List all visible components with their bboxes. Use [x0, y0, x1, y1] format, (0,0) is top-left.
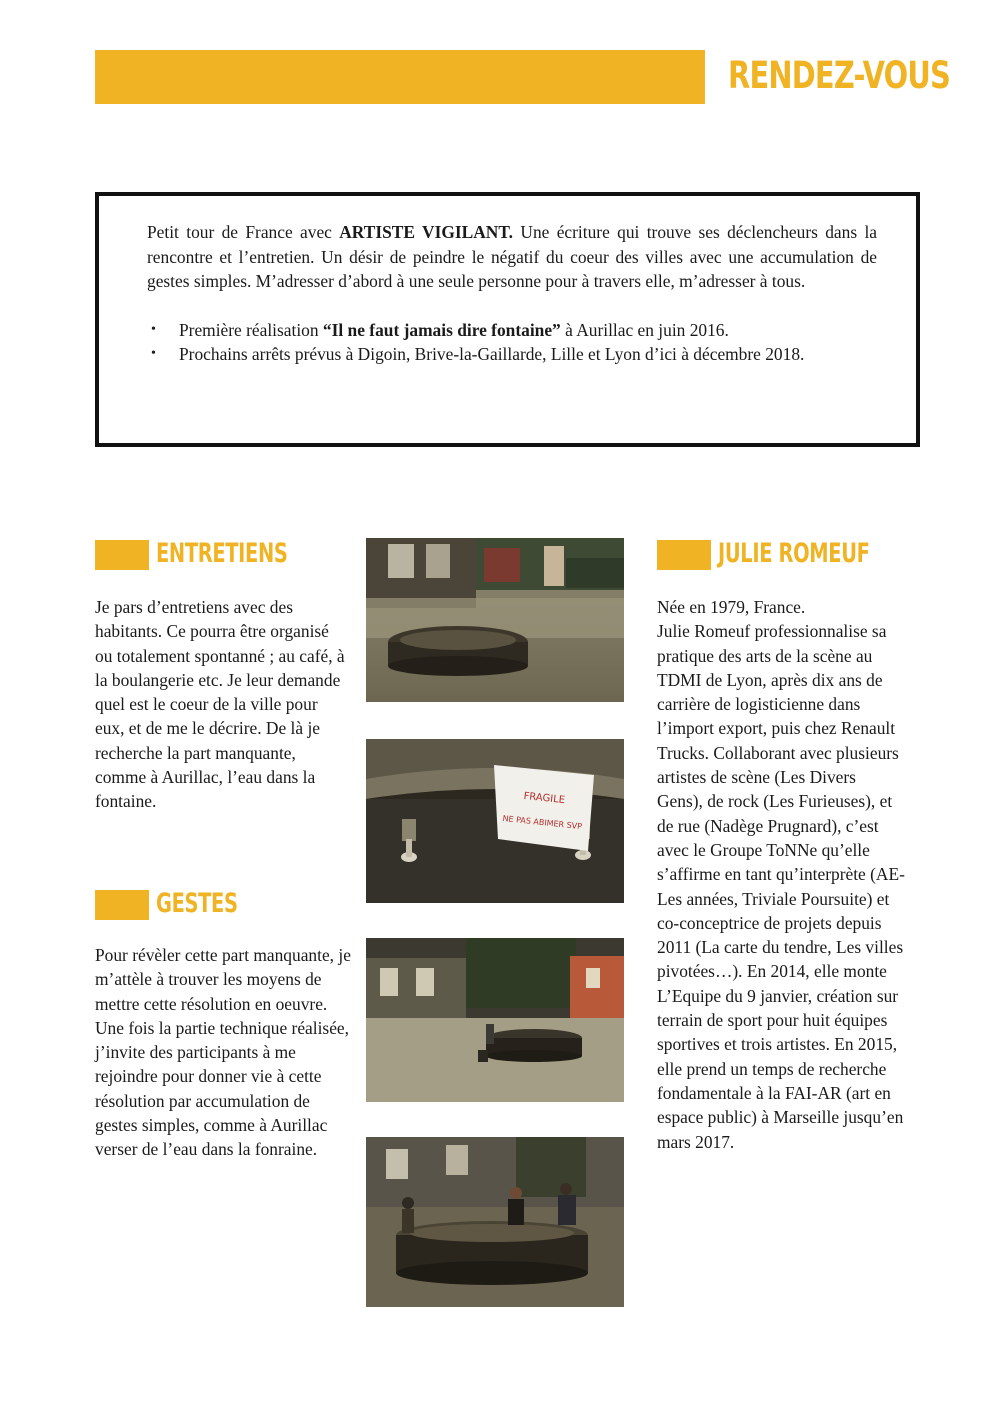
entretiens-heading: ENTRETIENS [156, 538, 288, 569]
intro-rest: Une écriture qui trouve ses déclencheurs dans la rencontre et l’entretien. Un désir de peindre le négatif du coeur des villes avec une accumulation de gestes simples. M’adresser d’abord à une seule personne pour à travers elle, m’adresser à tous. [147, 222, 878, 291]
header-accent-bar [95, 50, 705, 104]
bullet2-text: Prochains arrêts prévus à Digoin, Brive-la-Gaillarde, Lille et Lyon d’ici à décembre 2018. [179, 344, 805, 364]
bullet-first-realisation [147, 318, 877, 343]
gestes-body: Pour révèler cette part manquante, je m’attèle à trouver les moyens de mettre cette résolution en oeuvre. Une fois la partie technique réalisée, j’invite des participants à me rejoindre pour donner vie à cette résolution par accumulation de gestes simples, comme à Aurillac verser de l’eau dans la fonraine. [95, 945, 351, 1160]
fountain-photo-2-image [366, 739, 624, 903]
fountain-photo-1 [366, 538, 624, 702]
bullet1-rest: à Aurillac en juin 2016. [560, 319, 729, 340]
intro-text [147, 220, 877, 367]
intro-bullet-list [147, 318, 877, 367]
intro-artist-name: ARTISTE VIGILANT. [339, 222, 514, 242]
intro-box [95, 192, 920, 447]
fountain-photo-4-image [366, 1137, 624, 1307]
page-title: RENDEZ-VOUS [728, 54, 951, 97]
fountain-photo-3 [366, 938, 624, 1102]
fountain-photo-2 [366, 739, 624, 903]
fountain-photo-3-image [366, 938, 624, 1102]
julie-body: Née en 1979, France. Julie Romeuf professionnalise sa pratique des arts de la scène au TDMI de Lyon, après dix ans de carrière de logisticienne dans l’import export, puis chez Renault Trucks. Collaborant avec plusieurs artistes de scène (Les Divers Gens), de rock (Les Furieuses), et de rue (Nadège Prugnard), c’est avec le Groupe ToNNe qu’elle s’affirme en tant qu’interprète (AE-Les années, Triviale Poursuite) et co-conceptrice de projets depuis 2011 (La carte du tendre, Les villes pivotées…). En 2014, elle monte L’Equipe du 9 janvier, création sur terrain de sport pour huit équipes sportives et trois artistes. En 2015, elle prend un temps de recherche fondamentale à la FAI-AR (art en espace public) à Marseille jusqu’en mars 2017. [657, 597, 905, 1152]
bullet-dot: • [151, 346, 156, 361]
fountain-photo-4 [366, 1137, 624, 1307]
entretiens-body: Je pars d’entretiens avec des habitants. Ce pourra être organisé ou totalement spontanné ; au café, à la boulangerie etc. Je leur demande quel est le coeur de la ville pour eux, et de me le décrire. De là je recherche la part manquante, comme à Aurillac, l’eau dans la fontaine. [95, 597, 345, 812]
sign-text-handle-with-care: NE PAS ABIMER SVP [502, 813, 583, 832]
julie-accent-bar [657, 540, 711, 570]
entretiens-accent-bar [95, 540, 149, 570]
fountain-photo-1-image [366, 538, 624, 702]
gestes-heading: GESTES [156, 888, 238, 919]
julie-heading: JULIE ROMEUF [718, 538, 870, 569]
bullet1-prefix: Première réalisation [179, 319, 323, 340]
bullet-next-stops [147, 342, 877, 367]
bullet1-title: “Il ne faut jamais dire fontaine” [322, 319, 561, 340]
sign-text-fragile: FRAGILE [523, 790, 566, 807]
intro-prefix: Petit tour de France avec [147, 222, 340, 242]
bullet-dot: • [151, 321, 156, 337]
gestes-accent-bar [95, 890, 149, 920]
